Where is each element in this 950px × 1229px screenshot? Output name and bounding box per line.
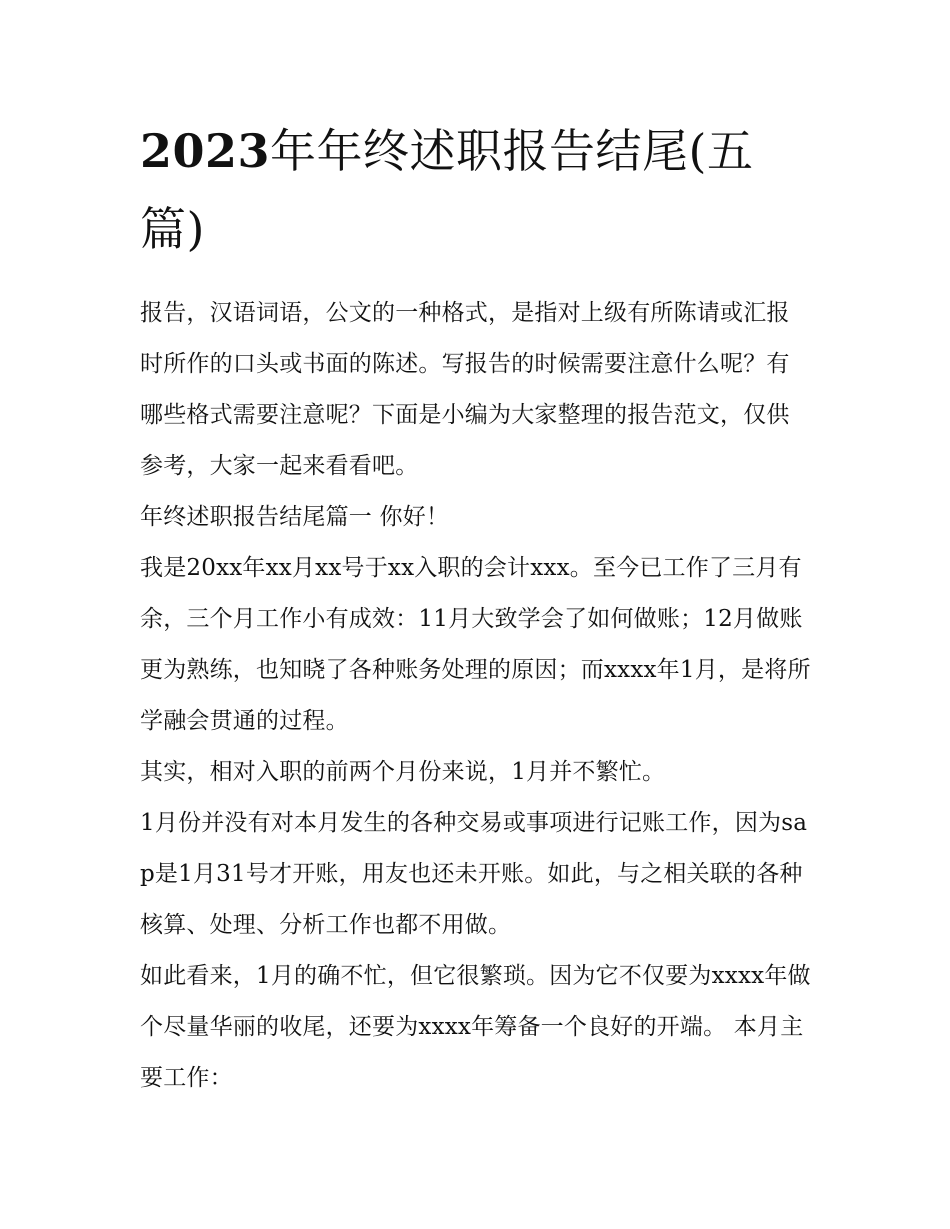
body-paragraph: 1月份并没有对本月发生的各种交易或事项进行记账工作，因为sap是1月31号才开账，用友也还未开账。如此，与之相关联的各种核算、处理、分析工作也都不用做。: [140, 810, 808, 938]
body-paragraph: 其实，相对入职的前两个月份来说，1月并不繁忙。: [140, 759, 666, 785]
document-body: [140, 288, 812, 1104]
intro-paragraph: 报告，汉语词语，公文的一种格式，是指对上级有所陈请或汇报时所作的口头或书面的陈述。写报告的时候需要注意什么呢？有哪些格式需要注意呢？下面是小编为大家整理的报告范文，仅供参考，大家一起来看看吧。: [140, 300, 790, 479]
title-text: 年年终述职报告结尾(五篇): [140, 124, 754, 256]
document-title: [140, 112, 812, 268]
body-paragraph: 我是20xx年xx月xx号于xx入职的会计xxx。至今已工作了三月有余，三个月工作小有成效：11月大致学会了如何做账；12月做账更为熟练，也知晓了各种账务处理的原因；而xxxx年1月，是将所学融会贯通的过程。: [140, 555, 811, 734]
title-year: 2023: [140, 124, 271, 178]
document-content: [140, 112, 812, 1104]
section-heading: 年终述职报告结尾篇一 你好！: [140, 504, 450, 530]
body-paragraph: 如此看来，1月的确不忙，但它很繁琐。因为它不仅要为xxxx年做个尽量华丽的收尾，还要为xxxx年筹备一个良好的开端。 本月主要工作：: [140, 963, 811, 1091]
